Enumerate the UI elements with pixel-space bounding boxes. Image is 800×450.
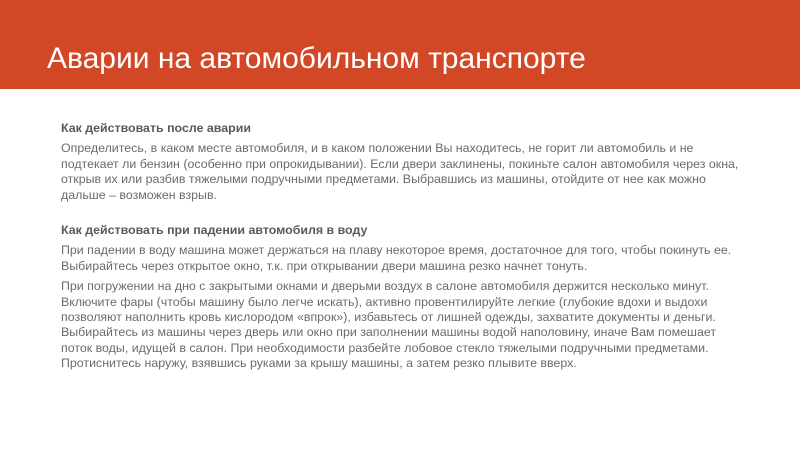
section-heading-after-accident: Как действовать после аварии — [61, 121, 251, 135]
section-paragraph: При погружении на дно с закрытыми окнами и дверьми воздух в салоне автомобиля держится несколько минут. Включите фары (чтобы машину было легче искать), активно провентилируйте легкие (глубокие вдохи и выдохи позволяют наполнить кровь кислородом «впрок»), избавьтесь от лишней одежды, захватите документы и деньги. Выбирайтесь из машины через дверь или окно при заполнении машины водой наполовину, иначе Вам помешает поток воды, идущей в салон. При необходимости разбейте лобовое стекло тяжелыми подручными предметами. Протиснитесь наружу, взявшись руками за крышу машины, а затем резко плывите вверх. — [61, 279, 717, 371]
section-heading-water: Как действовать при падении автомобиля в воду — [61, 223, 368, 238]
section-spacer — [61, 208, 741, 223]
section-paragraph: Определитесь, в каком месте автомобиля, и в каком положении Вы находитесь, не горит ли автомобиль и не подтекает ли бензин (особенно при опрокидывании). Если двери заклинены, покиньте салон автомобиля через окна, открыв их или разбив тяжелыми подручными предметами. Выбравшись из машины, отойдите от нее как можно дальше – возможен взрыв. — [61, 141, 739, 202]
slide-title: Аварии на автомобильном транспорте — [47, 42, 586, 75]
section-paragraph: При падении в воду машина может держаться на плаву некоторое время, достаточное для того, чтобы покинуть ее. Выбирайтесь через открытое окно, т.к. при открывании двери машина резко начнет тонуть. — [61, 243, 732, 273]
title-bar — [0, 0, 800, 89]
slide-body — [61, 121, 741, 377]
